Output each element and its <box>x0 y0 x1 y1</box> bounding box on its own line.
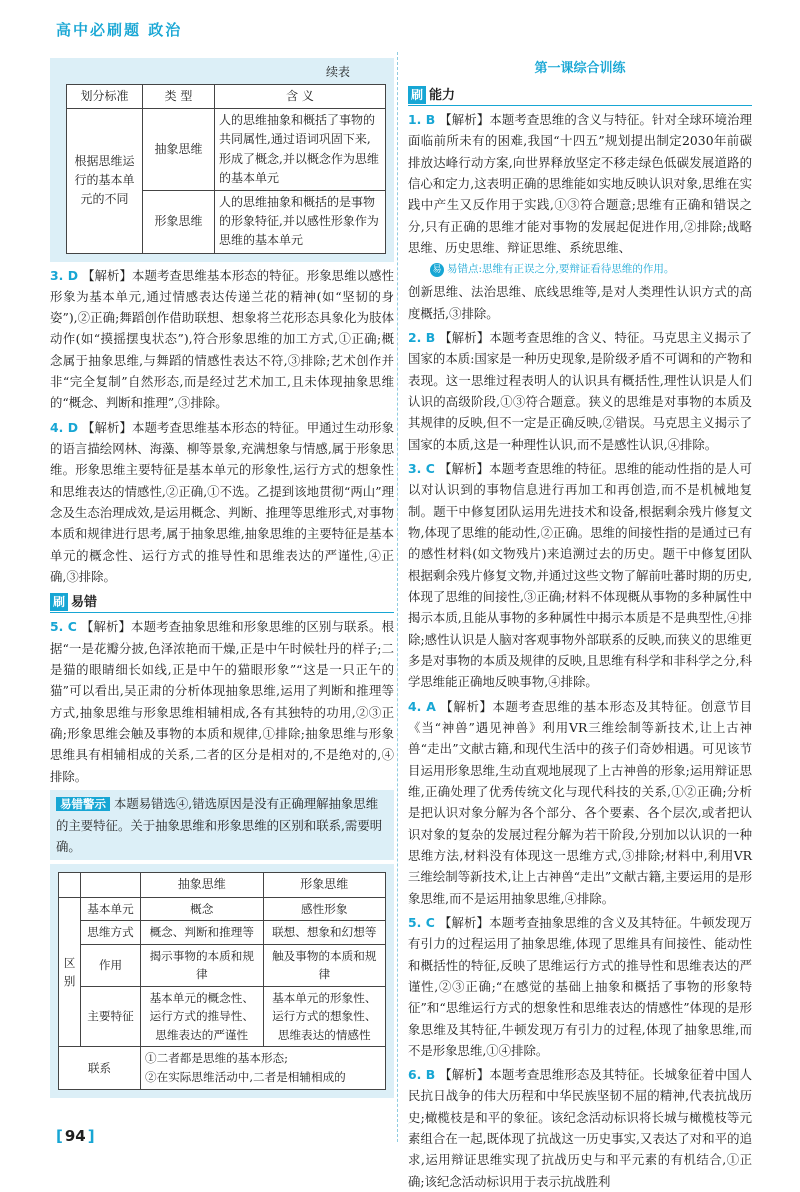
row-label-cell: 思维方式 <box>81 921 141 945</box>
answer-item <box>408 458 752 693</box>
answer-number: 4. A <box>408 698 436 714</box>
table-header: 含 义 <box>215 85 386 109</box>
answer-text-continued: 创新思维、法治思维、底线思维等,是对人类理性认识方式的高度概括,③排除。 <box>408 284 752 321</box>
answer-number: 3. C <box>408 460 435 476</box>
table-cell: 感性形象 <box>263 897 386 921</box>
answer-number: 5. C <box>408 914 435 930</box>
page-header <box>0 0 800 50</box>
answer-text: 【解析】本题考查抽象思维的含义及其特征。牛顿发现万有引力的过程运用了抽象思维,体现了思维具有间接性、能动性和概括性的特征,反映了思维运行方式的推导性和思维表达的严谨性,②③正确;“在感觉的基础上抽象和概括了事物的形象特征”和“思维运行方式的想象性和思维表达的情感性”体现的是形象思维及其特征,牛顿发现万有引力的过程,体现了抽象思维,而不是形象思维,①④排除。 <box>408 914 752 1058</box>
answer-text: 【解析】本题考查思维基本形态的特征。形象思维以感性形象为基本单元,通过情感表达传递兰花的精神(如“坚韧的身姿”),②正确;舞蹈创作借助联想、想象将兰花形态具象化为肢体动作(如“摸摇摆曳状态”),符合形象思维的加工方式,①正确;概念属于抽象思维,与舞蹈的情感性表达不符,③排除;艺术创作并非“完全复制”自然形态,而是经过艺术加工,且未体现抽象思维的“概念、判断和推理”,③排除。 <box>50 267 394 411</box>
table-header <box>81 873 141 897</box>
answer-item <box>408 109 752 258</box>
answer-text: 【解析】本题考查思维的含义与特征。针对全球环境治理面临前所未有的困难,我国“十四五”规划提出制定2030年前碳排放达峰行动方案,向世界释放坚定不移走绿色低碳发展道路的信心和定力,这表明正确的思维能如实地反映认识对象,思维在实践中产生又反作用于实践,①③符合题意;思维有正确和错误之分,只有正确的思维才能对事物的发展起促进作用,②排除;战略思维、历史思维、辩证思维、系统思维、 <box>408 112 752 255</box>
link-point: ①二者都是思维的基本形态; <box>145 1051 289 1066</box>
answer-text: 【解析】本题考查思维基本形态的特征。甲通过生动形象的语言描绘网林、海藻、柳等景象,充满想象与情感,属于形象思维。形象思维主要特征是基本单元的形象性,运行方式的想象性和思维表达的情感性,②正确,①不选。乙提到该地贯彻“两山”理念及生态治理成效,是运用概念、判断、推理等思维形式,对事物本质和规律进行思考,属于抽象思维,抽象思维的主要特征是基本单元的概念性、运行方式的推导性和思维表达的严谨性,④正确,③排除。 <box>50 419 394 585</box>
table-cell: 联想、想象和幻想等 <box>263 921 386 945</box>
section-title: 易错 <box>71 595 98 611</box>
answer-item <box>50 616 394 787</box>
column-divider <box>397 52 398 1142</box>
comparison-table-panel <box>50 864 394 1097</box>
right-column <box>408 58 752 1192</box>
table-cell: 触及事物的本质和规律 <box>263 944 386 986</box>
brush-icon: 刷 <box>408 86 426 104</box>
row-label-cell: 基本单元 <box>81 897 141 921</box>
answer-text: 【解析】本题考查抽象思维和形象思维的区别与联系。根据“一是花瓣分披,色泽浓艳而干燥,正是中午时候牡丹的样子;二是猫的眼睛细长如线,正是中午的猫眼形象”“这是一只正午的猫”可以看出,吴正肃的分析体现抽象思维,运用了判断和推理等方式,抽象思维与形象思维相辅相成,各有其独特的功用,②③正确;形象思维会触及事物的本质和规律,①排除;抽象思维与形象思维具有相辅相成的关系,二者的区分是相对的,不是绝对的,④排除。 <box>50 619 394 784</box>
table-header: 抽象思维 <box>141 873 264 897</box>
warning-tag: 易错警示 <box>56 797 110 811</box>
answer-number: 3. D <box>50 267 79 283</box>
page-number: [ 94 ] <box>56 1124 95 1150</box>
table-cell: 基本单元的概念性、运行方式的推导性、思维表达的严谨性 <box>141 986 264 1047</box>
answer-number: 5. C <box>50 619 77 635</box>
answer-item <box>408 696 752 909</box>
brush-icon: 刷 <box>50 593 68 611</box>
table-category-cell: 根据思维运行的基本单元的不同 <box>67 109 143 253</box>
lesson-title: 第一课综合训练 <box>534 61 626 76</box>
table-type-cell: 抽象思维 <box>143 109 215 191</box>
book-title: 高中必刷题 政治 <box>56 21 183 39</box>
answer-number: 6. B <box>408 1067 436 1083</box>
answer-number: 2. B <box>408 330 436 345</box>
group-label-cell: 区别 <box>59 897 81 1047</box>
answer-number: 1. B <box>408 112 436 127</box>
answer-text: 【解析】本题考查思维的含义、特征。马克思主义揭示了国家的本质:国家是一种历史现象,是阶级矛盾不可调和的产物和表现。这一思维过程表明人的认识具有概括性,理性认识是人们认识的高级阶段,①③符合题意。狭义的思维是对事物的本质及其规律的反映,但不一定是正确反映,②错误。马克思主义揭示了国家的本质,这是一种理性认识,而不是感性认识,④排除。 <box>408 330 752 452</box>
note-text: 易错点:思维有正误之分,要辩证看待思维的作用。 <box>447 263 675 276</box>
table-header: 类 型 <box>143 85 215 109</box>
answer-text: 【解析】本题考查思维的基本形态及其特征。创意节目《当“神兽”遇见神兽》利用VR三维绘制等新技术,让上古神兽“走出”文献古籍,和现代生活中的孩子们奇妙相遇。可见该节目运用形象思维,生动直观地展现了上古神兽的形象;运用辩证思维,正确处理了优秀传统文化与现代科技的关系,①②正确;分析是把认识对象分解为各个部分、各个要素、各个层次,或者把认识对象的复杂的发展过程分解为若干阶段,分别加以认识的一种思维方法,材料没有体现这一思维方式,③排除;材料中,利用VR三维绘制等新技术,让上古神兽“走出”文献古籍,主要运用的是形象思维,而不是运用抽象思维,④排除。 <box>408 698 752 906</box>
section-header-nengli <box>408 84 752 106</box>
section-title: 能力 <box>429 88 456 103</box>
error-note <box>430 260 752 278</box>
table-cell: 基本单元的形象性、运行方式的想象性、思维表达的情感性 <box>263 986 386 1047</box>
answer-text: 【解析】本题考查思维的特征。思维的能动性指的是人可以对认识到的事物信息进行再加工和再创造,而不是机械地复制。题干中修复团队运用先进技术和设备,根据剩余残片修复文物,体现了思维的能动性,②正确。思维的间接性指的是通过已有的感性材料(如文物残片)来追溯过去的历史。题干中修复团队根据剩余残片修复文物,并通过这些文物了解前吐蕃时期的历史,体现了思维的间接性,③正确;材料不体现概从事物的多种属性中揭示本质,且能从事物的多种属性中揭示本质是不是典型性,④排除;感性认识是人脑对客观事物外部联系的反映,而狭义的思维更多是对事物的本质及规律的反映,且思维有科学和非科学之分,科学思维能正确地反映事物,④排除。 <box>408 460 752 690</box>
table-header: 划分标准 <box>67 85 143 109</box>
answer-item <box>408 1064 752 1192</box>
error-warning-box <box>50 790 394 860</box>
answer-item <box>408 912 752 1061</box>
table-cell: 概念 <box>141 897 264 921</box>
link-point: ②在实际思维活动中,二者是相辅相成的 <box>145 1070 346 1085</box>
section-header-yicuo <box>50 591 394 613</box>
table-cell <box>141 1047 386 1089</box>
table-continued-label: 续表 <box>325 65 350 79</box>
comparison-table <box>58 872 386 1089</box>
left-column <box>50 58 394 1098</box>
table-meaning-cell: 人的思维抽象和概括了事物的共同属性,通过语词巩固下来,形成了概念,并以概念作为思维的基本单元 <box>215 109 386 191</box>
classification-table <box>66 84 386 254</box>
answer-item <box>50 265 394 414</box>
table-cell: 揭示事物的本质和规律 <box>141 944 264 986</box>
warning-text: 本题易错选④,错选原因是没有正确理解抽象思维的主要特征。关于抽象思维和形象思维的区别和联系,需要明确。 <box>56 796 383 855</box>
table-meaning-cell: 人的思维抽象和概括的是事物的形象特征,并以感性形象作为思维的基本单元 <box>215 190 386 253</box>
row-label-cell: 作用 <box>81 944 141 986</box>
table-header <box>59 873 81 897</box>
row-label-cell: 联系 <box>59 1047 141 1089</box>
classification-table-panel <box>50 58 394 262</box>
warning-icon: 易 <box>430 263 444 277</box>
table-header: 形象思维 <box>263 873 386 897</box>
answer-item <box>50 417 394 588</box>
row-label-cell: 主要特征 <box>81 986 141 1047</box>
answer-text: 【解析】本题考查思维形态及其特征。长城象征着中国人民抗日战争的伟大历程和中华民族坚韧不屈的精神,代表抗战历史;橄榄枝是和平的象征。该纪念活动标识将长城与橄榄枝等元素组合在一起,既体现了抗战这一历史事实,又表达了对和平的追求,运用辩证思维实现了抗战历史与和平元素的有机结合,①正确;该纪念活动标识用于表示抗战胜利 <box>408 1067 752 1189</box>
answer-number: 4. D <box>50 419 79 435</box>
answer-item <box>408 327 752 455</box>
table-type-cell: 形象思维 <box>143 190 215 253</box>
table-cell: 概念、判断和推理等 <box>141 921 264 945</box>
